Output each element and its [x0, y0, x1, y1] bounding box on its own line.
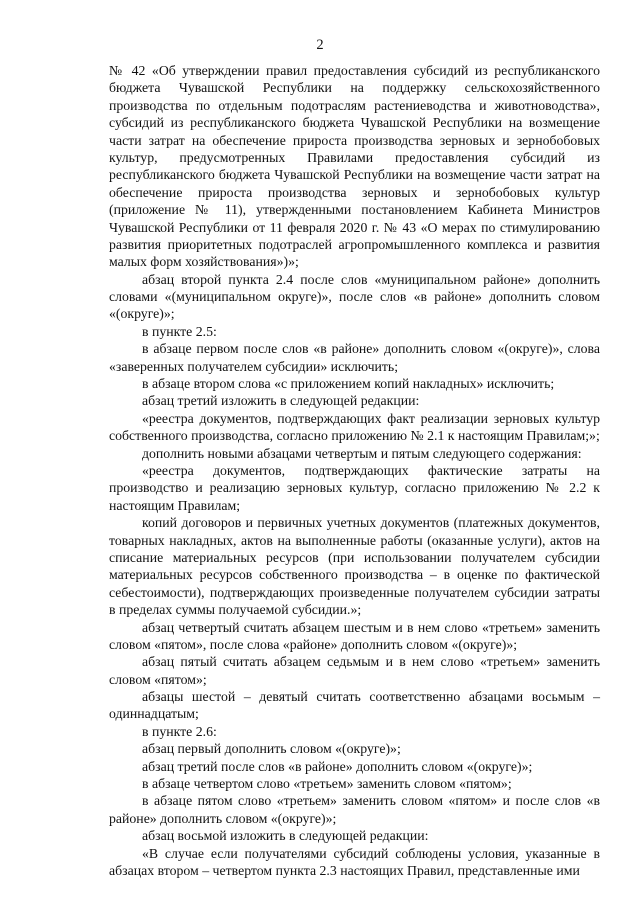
paragraph: дополнить новыми абзацами четвертым и пятым следующего содержания: — [142, 445, 582, 461]
paragraph: абзац третий после слов «в районе» дополнить словом «(округе)»; — [142, 758, 533, 774]
paragraph: «реестра документов, подтверждающих фактические затраты на производство и реализацию зерновых культур, согласно приложению № 2.2 к настоящим Правилам; — [109, 462, 600, 513]
paragraph: абзац второй пункта 2.4 после слов «муниципальном районе» дополнить словами «(муниципальном округе)», после слов «в районе» дополнить словом «(округе)»; — [109, 271, 600, 322]
paragraph: в пункте 2.6: — [142, 723, 217, 739]
paragraph: копий договоров и первичных учетных документов (платежных документов, товарных накладных, актов на выполненные работы (оказанные услуги), актов на списание материальных ресурсов (при использовании получателем субсидии материальных ресурсов собственного производства – в оценке по фактической себестоимости), подтверждающих произведенные получателем субсидии затраты в пределах суммы получаемой субсидии.»; — [109, 515, 600, 618]
paragraph: в пункте 2.5: — [142, 323, 217, 339]
paragraph: в абзаце первом после слов «в районе» дополнить словом «(округе)», слова «заверенных получателем субсидии» исключить; — [109, 341, 600, 374]
paragraph: № 42 «Об утверждении правил предоставления субсидий из республиканского бюджета Чувашской Республики на поддержку сельскохозяйственного производства по отдельным подотраслям растениеводства и животноводства», субсидий из республиканского бюджета Чувашской Республики на возмещение части затрат на обеспечение прироста производства зерновых и зернобобовых культур, предусмотренных Правилами предоставления субсидий из республиканского бюджета Чувашской Республики на возмещение части затрат на обеспечение прироста производства зерновых и зернобобовых культур (приложение № 11), утвержденными постановлением Кабинета Министров Чувашской Республики от 11 февраля 2020 г. № 43 «О мерах по стимулированию развития приоритетных подотраслей агропромышленного комплекса и развития малых форм хозяйствования»)»; — [109, 63, 600, 270]
paragraph: абзац первый дополнить словом «(округе)»; — [142, 741, 401, 757]
paragraph: абзацы шестой – девятый считать соответственно абзацами восьмым – одиннадцатым; — [109, 689, 600, 722]
paragraph: в абзаце четвертом слово «третьем» заменить словом «пятом»; — [142, 776, 512, 792]
document-body — [109, 62, 600, 879]
paragraph: абзац четвертый считать абзацем шестым и в нем слово «третьем» заменить словом «пятом», после слова «районе» дополнить словом «(округе)»; — [109, 619, 600, 652]
paragraph: в абзаце втором слова «с приложением копий накладных» исключить; — [142, 376, 555, 392]
paragraph: абзац пятый считать абзацем седьмым и в нем слово «третьем» заменить словом «пятом»; — [109, 654, 600, 687]
page-number: 2 — [316, 37, 324, 53]
paragraph: «В случае если получателями субсидий соблюдены условия, указанные в абзацах втором – четвертом пункта 2.3 настоящих Правил, представленные ими — [109, 845, 600, 878]
paragraph: абзац восьмой изложить в следующей редакции: — [142, 828, 429, 844]
paragraph: «реестра документов, подтверждающих факт реализации зерновых культур собственного производства, согласно приложению № 2.1 к настоящим Правилам;»; — [109, 410, 600, 444]
paragraph: абзац третий изложить в следующей редакции: — [142, 393, 420, 409]
paragraph: в абзаце пятом слово «третьем» заменить словом «пятом» и после слов «в районе» дополнить словом «(округе)»; — [109, 793, 600, 826]
